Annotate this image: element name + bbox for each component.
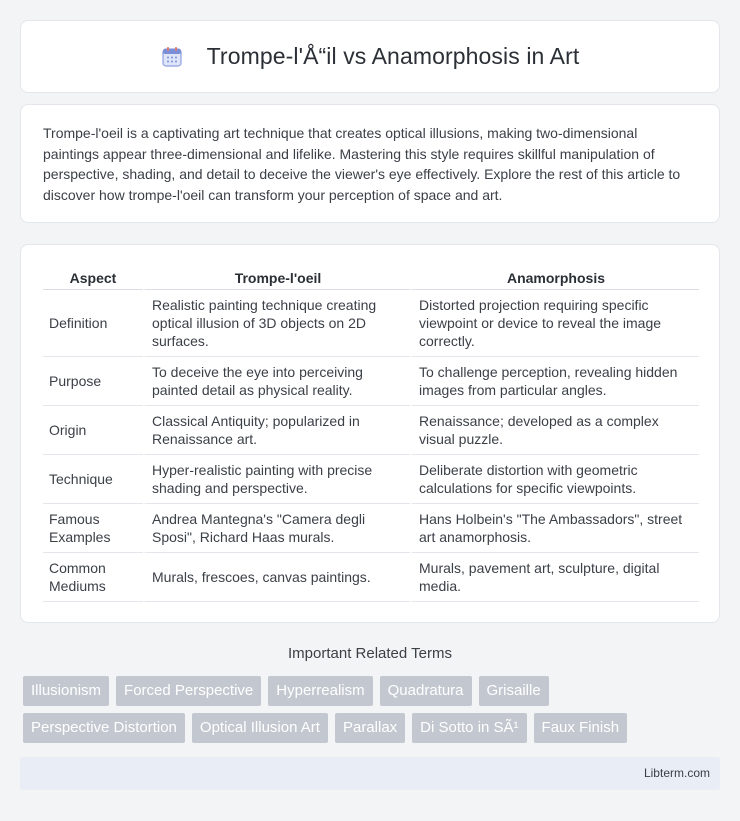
related-terms — [23, 676, 723, 750]
related-terms-heading: Important Related Terms — [288, 645, 452, 662]
trompe-cell: Andrea Mantegna's "Camera degli Sposi", Richard Haas murals. — [143, 504, 410, 553]
header-card — [20, 20, 720, 93]
aspect-cell: Origin — [43, 406, 143, 455]
term-tag[interactable]: Hyperrealism — [268, 676, 372, 706]
header-anamorphosis: Anamorphosis — [410, 265, 699, 290]
comparison-card — [20, 244, 720, 623]
trompe-cell: Classical Antiquity; popularized in Renaissance art. — [143, 406, 410, 455]
related-terms-row — [23, 713, 723, 743]
trompe-cell: Hyper-realistic painting with precise shading and perspective. — [143, 455, 410, 504]
header-trompe-loeil: Trompe-l'oeil — [143, 265, 410, 290]
aspect-cell: Technique — [43, 455, 143, 504]
anamorphosis-cell: To challenge perception, revealing hidden images from particular angles. — [410, 357, 699, 406]
term-tag[interactable]: Quadratura — [380, 676, 472, 706]
term-tag[interactable]: Forced Perspective — [116, 676, 261, 706]
intro-card — [20, 104, 720, 223]
trompe-cell: Murals, frescoes, canvas paintings. — [143, 553, 410, 602]
term-tag[interactable]: Illusionism — [23, 676, 109, 706]
calendar-icon — [161, 46, 183, 68]
comparison-table — [43, 265, 699, 602]
footer-site-link[interactable]: Libterm.com — [643, 766, 710, 780]
term-tag[interactable]: Faux Finish — [534, 713, 628, 743]
table-row — [43, 357, 699, 406]
term-tag[interactable]: Perspective Distortion — [23, 713, 185, 743]
aspect-cell: Definition — [43, 290, 143, 357]
term-tag[interactable]: Grisaille — [479, 676, 549, 706]
anamorphosis-cell: Renaissance; developed as a complex visual puzzle. — [410, 406, 699, 455]
anamorphosis-cell: Distorted projection requiring specific viewpoint or device to reveal the image correctly. — [410, 290, 699, 357]
anamorphosis-cell: Deliberate distortion with geometric calculations for specific viewpoints. — [410, 455, 699, 504]
anamorphosis-cell: Hans Holbein's "The Ambassadors", street art anamorphosis. — [410, 504, 699, 553]
anamorphosis-cell: Murals, pavement art, sculpture, digital media. — [410, 553, 699, 602]
table-row — [43, 504, 699, 553]
page-title: Trompe-l'Å“il vs Anamorphosis in Art — [206, 43, 580, 69]
intro-paragraph: Trompe-l'oeil is a captivating art technique that creates optical illusions, making two-dimensional paintings appear three-dimensional and lifelike. Mastering this style requires skillful manipulation of perspective, shading, and detail to deceive the viewer's eye effectively. Explore the rest of this article to discover how trompe-l'oeil can transform your perception of space and art. — [43, 125, 681, 203]
table-row — [43, 290, 699, 357]
term-tag[interactable]: Parallax — [335, 713, 405, 743]
related-terms-row — [23, 676, 723, 706]
term-tag[interactable]: Optical Illusion Art — [192, 713, 328, 743]
aspect-cell: Common Mediums — [43, 553, 143, 602]
table-row — [43, 553, 699, 602]
table-header-row — [43, 265, 699, 290]
term-tag[interactable]: Di Sotto in SÃ¹ — [412, 713, 526, 743]
trompe-cell: Realistic painting technique creating optical illusion of 3D objects on 2D surfaces. — [143, 290, 410, 357]
header-aspect: Aspect — [43, 265, 143, 290]
footer — [20, 757, 720, 790]
aspect-cell: Purpose — [43, 357, 143, 406]
table-row — [43, 455, 699, 504]
table-row — [43, 406, 699, 455]
trompe-cell: To deceive the eye into perceiving painted detail as physical reality. — [143, 357, 410, 406]
aspect-cell: Famous Examples — [43, 504, 143, 553]
